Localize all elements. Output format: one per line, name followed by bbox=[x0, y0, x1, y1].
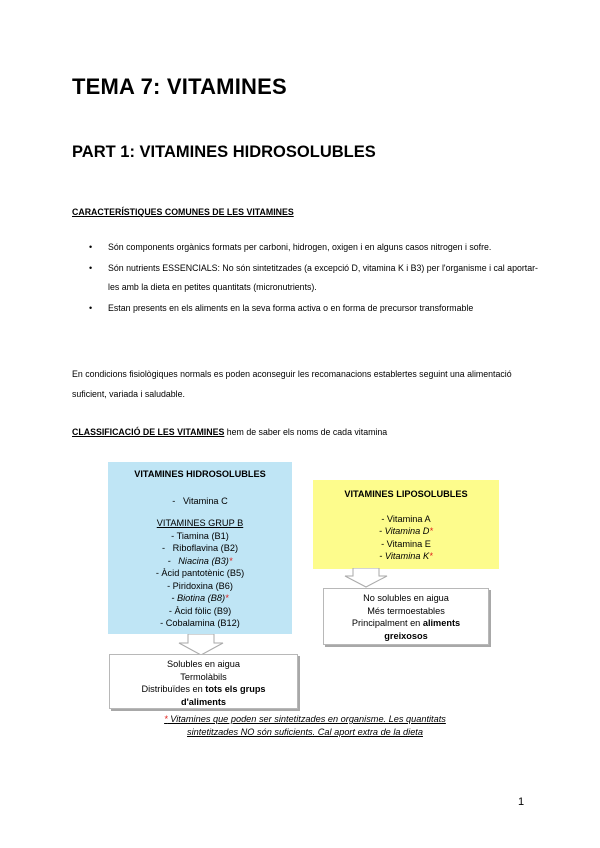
footnote-line-1 bbox=[108, 713, 502, 726]
characteristics-list bbox=[72, 238, 542, 319]
vitamin-item-text: - Biotina (B8) bbox=[171, 593, 226, 603]
synthesis-star-icon: * bbox=[225, 593, 229, 603]
vitamin-item-text: - Piridoxina (B6) bbox=[167, 580, 233, 591]
vitamin-item-text: - Riboflavina (B2) bbox=[161, 543, 239, 553]
vitamin-item bbox=[313, 550, 499, 563]
vitamin-item-text: - Cobalamina (B12) bbox=[160, 618, 240, 628]
vitamin-item-text: - Tiamina (B1) bbox=[171, 530, 229, 541]
vitamin-item-text: - Àcid pantotènic (B5) bbox=[155, 568, 245, 578]
hidrosolubles-title: VITAMINES HIDROSOLUBLES bbox=[134, 469, 266, 479]
vitamin-item bbox=[313, 525, 499, 538]
vitamin-item bbox=[313, 538, 499, 551]
group-b-list bbox=[108, 530, 292, 630]
list-item bbox=[72, 299, 542, 319]
classification-heading-title: CLASSIFICACIÓ DE LES VITAMINES bbox=[72, 427, 225, 437]
lipo-property-1: No solubles en aigua bbox=[363, 593, 449, 603]
list-item-text: Són nutrients ESSENCIALS: No són sintetitzades (a excepció D, vitamina K i B3) per l'organisme i cal aportar-les amb la dieta en petites quantitats (micronutrients). bbox=[108, 262, 538, 292]
vitamin-item bbox=[108, 530, 292, 543]
liposolubles-properties-box bbox=[323, 588, 489, 645]
synthesis-star-icon: * bbox=[228, 555, 233, 566]
vitamin-item bbox=[108, 542, 292, 555]
hidro-property-3 bbox=[110, 683, 297, 696]
liposolubles-box bbox=[313, 480, 499, 569]
bullet-icon: • bbox=[89, 302, 93, 313]
list-item-text: Estan presents en els aliments en la seva forma activa o en forma de precursor transformable bbox=[108, 302, 474, 313]
synthesis-star-icon: * bbox=[429, 551, 433, 561]
vitamin-item bbox=[108, 605, 292, 618]
vitamin-item-text: - Niacina (B3) bbox=[167, 555, 229, 566]
liposolubles-title: VITAMINES LIPOSOLUBLES bbox=[344, 489, 468, 499]
lipo-property-3 bbox=[324, 617, 488, 630]
down-arrow-icon bbox=[176, 634, 226, 656]
vitamin-c-item: - Vitamina C bbox=[172, 495, 228, 506]
vitamin-item bbox=[108, 555, 292, 568]
vitamin-item bbox=[313, 513, 499, 526]
intro-paragraph: En condicions fisiològiques normals es poden aconseguir les recomanacions establertes seguint una alimentació suficient, variada i saludable. bbox=[72, 369, 512, 399]
hidrosolubles-box bbox=[108, 462, 292, 634]
hidro-property-3-text: Distribuïdes en bbox=[141, 684, 206, 694]
footnote-star: * bbox=[164, 714, 168, 724]
bullet-icon: • bbox=[89, 262, 93, 273]
synthesis-star-icon: * bbox=[429, 526, 433, 536]
vitamin-item bbox=[108, 617, 292, 630]
lipo-property-2: Més termoestables bbox=[367, 605, 445, 616]
vitamin-item-text: - Vitamina D bbox=[379, 526, 430, 536]
vitamin-item-text: - Vitamina K bbox=[379, 551, 430, 561]
list-item bbox=[72, 259, 542, 298]
vitamin-item-text: - Vitamina E bbox=[381, 538, 431, 549]
lipo-property-3-text: Principalment en bbox=[351, 618, 423, 628]
down-arrow-icon bbox=[343, 568, 389, 588]
page-title: TEMA 7: VITAMINES bbox=[72, 74, 287, 99]
hidro-property-1: Solubles en aigua bbox=[166, 659, 241, 669]
page-number: 1 bbox=[518, 796, 525, 808]
vitamin-item bbox=[108, 567, 292, 580]
lipo-property-4: greixosos bbox=[384, 630, 428, 641]
vitamin-item-text: - Àcid fòlic (B9) bbox=[168, 605, 232, 616]
footnote-line-2: sintetitzades NO són suficients. Cal aport extra de la dieta bbox=[187, 726, 423, 737]
section-heading-characteristics: CARACTERÍSTIQUES COMUNES DE LES VITAMINES bbox=[72, 207, 294, 217]
part-title: PART 1: VITAMINES HIDROSOLUBLES bbox=[72, 143, 376, 161]
classification-heading bbox=[72, 427, 387, 437]
classification-heading-note: hem de saber els noms de cada vitamina bbox=[224, 427, 388, 437]
liposolubles-list bbox=[313, 513, 499, 563]
lipo-property-3-bold: aliments bbox=[422, 618, 461, 628]
hidro-property-3-bold: tots els grups bbox=[205, 684, 266, 694]
hidrosolubles-properties-box bbox=[109, 654, 298, 709]
footnote-text-1: Vitamines que poden ser sintetitzades en organisme. Les quantitats bbox=[167, 714, 446, 724]
vitamin-item bbox=[108, 580, 292, 593]
list-item bbox=[72, 238, 542, 258]
group-b-title: VITAMINES GRUP B bbox=[156, 518, 244, 528]
bullet-icon: • bbox=[89, 242, 93, 252]
footnote bbox=[108, 713, 502, 738]
list-item-text: Són components orgànics formats per carboni, hidrogen, oxigen i en alguns casos nitrogen i sofre. bbox=[108, 242, 492, 252]
hidro-property-4: d'aliments bbox=[180, 696, 227, 707]
vitamin-item-text: - Vitamina A bbox=[381, 513, 431, 524]
vitamin-item bbox=[108, 592, 292, 605]
hidro-property-2: Termolàbils bbox=[180, 671, 227, 682]
